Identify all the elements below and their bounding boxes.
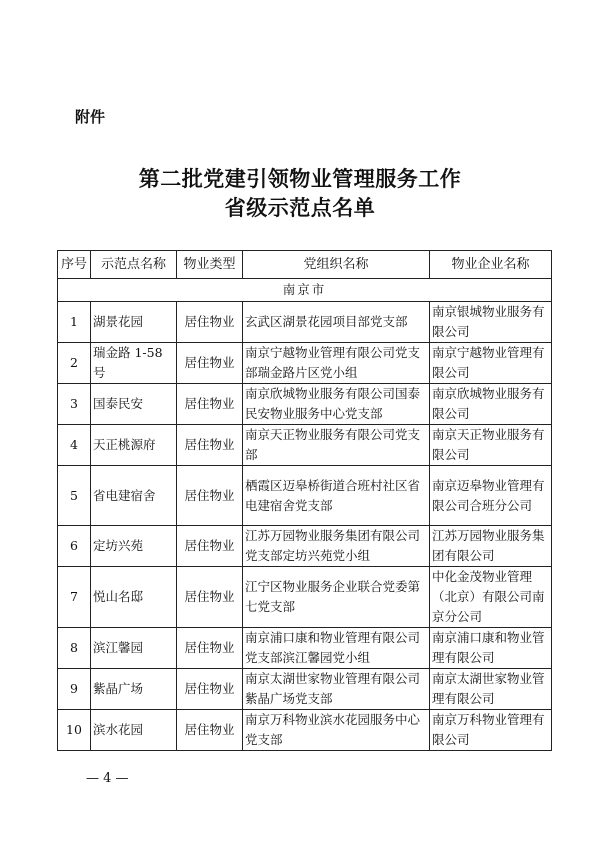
table-row (58, 466, 552, 526)
cell-site-name: 紫晶广场 (91, 669, 177, 710)
table-row (58, 669, 552, 710)
cell-no: 5 (58, 466, 91, 526)
table-row (58, 710, 552, 751)
cell-company: 南京迈皋物业管理有限公司合班分公司 (430, 466, 552, 526)
cell-party: 玄武区湖景花园项目部党支部 (243, 302, 430, 343)
city-row (58, 279, 552, 302)
page-title-line2: 省级示范点名单 (224, 196, 376, 220)
cell-type: 居住物业 (177, 669, 243, 710)
header-party-org: 党组织名称 (243, 251, 430, 279)
cell-site-name: 国泰民安 (91, 384, 177, 425)
cell-company: 南京浦口康和物业管理有限公司 (430, 628, 552, 669)
cell-company: 南京天正物业服务有限公司 (430, 425, 552, 466)
city-label: 南京市 (58, 279, 552, 302)
cell-company: 南京欣城物业服务有限公司 (430, 384, 552, 425)
cell-site-name: 湖景花园 (91, 302, 177, 343)
cell-party: 南京天正物业服务有限公司党支部 (243, 425, 430, 466)
cell-site-name: 滨水花园 (91, 710, 177, 751)
cell-site-name: 天正桃源府 (91, 425, 177, 466)
cell-party: 南京万科物业滨水花园服务中心党支部 (243, 710, 430, 751)
table-row (58, 526, 552, 567)
cell-party: 南京宁越物业管理有限公司党支部瑞金路片区党小组 (243, 343, 430, 384)
cell-company: 江苏万园物业服务集团有限公司 (430, 526, 552, 567)
cell-party: 江苏万园物业服务集团有限公司党支部定坊兴苑党小组 (243, 526, 430, 567)
cell-type: 居住物业 (177, 384, 243, 425)
cell-type: 居住物业 (177, 710, 243, 751)
cell-company: 南京银城物业服务有限公司 (430, 302, 552, 343)
table-row (58, 343, 552, 384)
cell-no: 9 (58, 669, 91, 710)
table-row (58, 567, 552, 628)
cell-company: 南京太湖世家物业管理有限公司 (430, 669, 552, 710)
cell-site-name: 滨江馨园 (91, 628, 177, 669)
page-number: — 4 — (86, 771, 129, 786)
cell-company: 南京宁越物业管理有限公司 (430, 343, 552, 384)
cell-party: 江宁区物业服务企业联合党委第七党支部 (243, 567, 430, 628)
cell-company: 南京万科物业管理有限公司 (430, 710, 552, 751)
cell-type: 居住物业 (177, 425, 243, 466)
table-row (58, 628, 552, 669)
header-property-type: 物业类型 (177, 251, 243, 279)
cell-type: 居住物业 (177, 343, 243, 384)
header-no: 序号 (58, 251, 91, 279)
cell-party: 南京欣城物业服务有限公司国泰民安物业服务中心党支部 (243, 384, 430, 425)
table-row (58, 384, 552, 425)
cell-site-name: 定坊兴苑 (91, 526, 177, 567)
header-company: 物业企业名称 (430, 251, 552, 279)
cell-no: 2 (58, 343, 91, 384)
cell-no: 3 (58, 384, 91, 425)
table-row (58, 425, 552, 466)
cell-type: 居住物业 (177, 567, 243, 628)
cell-company: 中化金茂物业管理（北京）有限公司南京分公司 (430, 567, 552, 628)
cell-site-name: 悦山名邸 (91, 567, 177, 628)
cell-type: 居住物业 (177, 302, 243, 343)
attachment-label: 附件 (75, 108, 106, 126)
cell-site-name: 瑞金路 1-58 号 (91, 343, 177, 384)
cell-no: 10 (58, 710, 91, 751)
cell-no: 6 (58, 526, 91, 567)
cell-type: 居住物业 (177, 526, 243, 567)
cell-type: 居住物业 (177, 466, 243, 526)
cell-party: 南京浦口康和物业管理有限公司党支部滨江馨园党小组 (243, 628, 430, 669)
cell-party: 栖霞区迈皋桥街道合班村社区省电建宿舍党支部 (243, 466, 430, 526)
table-header-row (58, 251, 552, 279)
cell-party: 南京太湖世家物业管理有限公司紫晶广场党支部 (243, 669, 430, 710)
cell-site-name: 省电建宿舍 (91, 466, 177, 526)
cell-type: 居住物业 (177, 628, 243, 669)
header-site-name: 示范点名称 (91, 251, 177, 279)
cell-no: 7 (58, 567, 91, 628)
cell-no: 1 (58, 302, 91, 343)
table-row (58, 302, 552, 343)
cell-no: 8 (58, 628, 91, 669)
page-title-line1: 第二批党建引领物业管理服务工作 (138, 167, 462, 191)
demonstration-list-table (57, 250, 552, 751)
cell-no: 4 (58, 425, 91, 466)
